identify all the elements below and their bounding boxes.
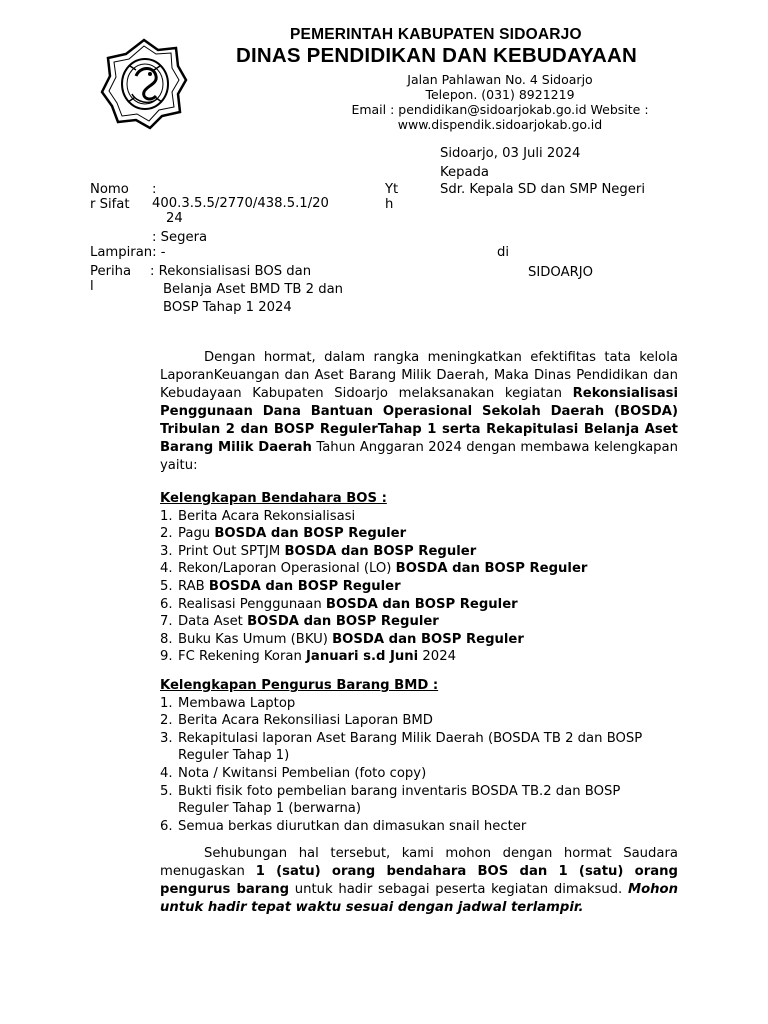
recipient-city: SIDOARJO	[528, 265, 594, 280]
list-text-plain: Print Out SPTJM	[178, 543, 285, 559]
perihal-line-1: : Rekonsialisasi BOS dan	[150, 264, 312, 279]
lampiran: Lampiran: -	[90, 245, 166, 260]
opening-paragraph	[160, 349, 678, 475]
bos-item	[160, 631, 720, 649]
closing-text-mid: untuk hadir sebagai peserta kegiatan dimaksud.	[289, 882, 628, 897]
bos-requirements	[160, 490, 720, 666]
list-text-bold: BOSDA dan BOSP Reguler	[284, 543, 477, 559]
list-number: 4.	[160, 561, 173, 577]
list-text	[178, 783, 650, 818]
list-text-plain: Buku Kas Umum (BKU)	[178, 631, 333, 647]
bmd-requirements	[160, 677, 720, 835]
list-text-plain: RAB	[178, 578, 209, 594]
perihal-line-3: BOSP Tahap 1 2024	[163, 300, 292, 315]
bos-item	[160, 508, 720, 526]
bmd-item	[160, 818, 650, 836]
list-text	[178, 560, 720, 578]
list-number: 8.	[160, 631, 173, 647]
bos-item	[160, 648, 720, 666]
list-text-bold: BOSDA dan BOSP Reguler	[325, 596, 518, 612]
assignment-text: 1 (satu) orang bendahara BOS dan 1 (satu) orang pengurus barang	[160, 864, 678, 897]
list-text-plain: Realisasi Penggunaan	[178, 596, 326, 612]
bmd-item	[160, 695, 650, 713]
letterhead-email: Email : pendidikan@sidoarjokab.go.id Website :	[351, 102, 649, 117]
list-text	[178, 712, 650, 730]
list-text-plain: Rekapitulasi laporan Aset Barang Milik Daerah (BOSDA TB 2 dan BOSP Reguler Tahap 1)	[178, 730, 643, 764]
list-text	[178, 695, 650, 713]
bos-heading: Kelengkapan Bendahara BOS :	[160, 491, 387, 506]
yth-label-2: h	[385, 197, 394, 212]
list-text	[178, 818, 650, 836]
list-number: 2.	[160, 526, 173, 542]
opening-text: Dengan hormat, dalam rangka meningkatkan efektifitas tata kelola LaporanKeuangan dan Aset Barang Milik Daerah, Maka Dinas Pendidikan dan Kebudayaan Kabupaten Sidoarjo melaksanakan kegiatan	[160, 350, 678, 401]
list-text	[178, 543, 720, 561]
list-number: 9.	[160, 649, 173, 665]
bmd-item	[160, 730, 650, 765]
kepada-label: Kepada	[440, 165, 490, 180]
list-text-after: 2024	[418, 649, 456, 665]
list-text-plain: Nota / Kwitansi Pembelian (foto copy)	[178, 765, 427, 781]
bmd-heading: Kelengkapan Pengurus Barang BMD :	[160, 678, 439, 693]
closing-paragraph	[160, 845, 678, 917]
list-text-bold: BOSDA dan BOSP Reguler	[247, 614, 439, 630]
list-number: 1.	[160, 508, 173, 524]
list-number: 6.	[160, 818, 173, 834]
perihal-line-2: Belanja Aset BMD TB 2 dan	[163, 282, 344, 297]
bmd-item	[160, 712, 650, 730]
recipient: Sdr. Kepala SD dan SMP Negeri	[440, 182, 645, 197]
list-text	[178, 613, 720, 631]
nomor-label-1: Nomo	[90, 182, 129, 197]
list-text-bold: BOSDA dan BOSP Reguler	[208, 578, 401, 594]
list-text	[178, 631, 720, 649]
nomor-value-1: 400.3.5.5/2770/438.5.1/20	[152, 196, 329, 211]
list-number: 3.	[160, 543, 173, 559]
di-label: di	[497, 245, 510, 260]
list-text-plain: Semua berkas diurutkan dan dimasukan snail hecter	[178, 818, 527, 834]
list-text	[178, 525, 720, 543]
letterhead-phone: Telepon. (031) 8921219	[425, 87, 575, 102]
list-text	[178, 730, 650, 765]
list-number: 7.	[160, 614, 173, 630]
yth-label-1: Yt	[385, 182, 399, 197]
bos-item	[160, 596, 720, 614]
letterhead-department: DINAS PENDIDIKAN DAN KEBUDAYAAN	[236, 44, 638, 67]
sifat-value: : Segera	[152, 230, 208, 245]
bos-item	[160, 543, 720, 561]
list-number: 5.	[160, 578, 173, 594]
list-number: 1.	[160, 695, 173, 711]
attendance-note: Mohon untuk hadir tepat waktu sesuai dengan jadwal terlampir.	[160, 882, 678, 915]
opening-text-end: Tahun Anggaran 2024 dengan membawa kelengkapan yaitu:	[160, 440, 678, 473]
list-text	[178, 596, 720, 614]
list-text-plain: Berita Acara Rekonsiliasi Laporan BMD	[178, 713, 433, 729]
bmd-item	[160, 765, 650, 783]
place-date: Sidoarjo, 03 Juli 2024	[440, 146, 581, 161]
list-text-plain: Rekon/Laporan Operasional (LO)	[178, 561, 396, 577]
letterhead-address: Jalan Pahlawan No. 4 Sidoarjo	[407, 72, 593, 87]
perihal-label-1: Periha	[90, 264, 132, 279]
list-text-bold: Januari s.d Juni	[306, 649, 419, 665]
nomor-value-2: 24	[166, 211, 183, 226]
list-text	[178, 765, 650, 783]
list-text-bold: BOSDA dan BOSP Reguler	[214, 526, 407, 542]
letterhead-website: www.dispendik.sidoarjokab.go.id	[397, 117, 603, 132]
list-text-bold: BOSDA dan BOSP Reguler	[332, 631, 524, 647]
list-text	[178, 578, 720, 596]
list-number: 2.	[160, 713, 173, 729]
list-text-plain: FC Rekening Koran	[178, 649, 307, 665]
closing-text: Sehubungan hal tersebut, kami mohon dengan hormat Saudara menugaskan	[160, 846, 678, 879]
bos-item	[160, 560, 720, 578]
bmd-item	[160, 783, 650, 818]
list-text-bold: BOSDA dan BOSP Reguler	[395, 561, 588, 577]
nomor-colon: :	[152, 182, 157, 197]
list-number: 5.	[160, 783, 173, 799]
list-number: 6.	[160, 596, 173, 612]
list-text	[178, 508, 720, 526]
list-text-plain: Data Aset	[178, 614, 248, 630]
list-text	[178, 648, 720, 666]
activity-title: Rekonsialisasi Penggunaan Dana Bantuan Operasional Sekolah Daerah (BOSDA) Tribulan 2 dan BOSP RegulerTahap 1 serta Rekapitulasi Belanja Aset Barang Milik Daerah	[160, 386, 678, 455]
list-number: 3.	[160, 730, 173, 746]
list-text-plain: Bukti fisik foto pembelian barang inventaris BOSDA TB.2 dan BOSP Reguler Tahap 1 (berwarna)	[178, 783, 621, 817]
list-number: 4.	[160, 765, 173, 781]
perihal-label-2: l	[90, 279, 94, 294]
regency-emblem-logo	[100, 36, 188, 132]
list-text-plain: Pagu	[178, 526, 215, 542]
nomor-label-2: r Sifat	[90, 197, 130, 212]
list-text-plain: Membawa Laptop	[178, 695, 296, 711]
bos-item	[160, 613, 720, 631]
list-text-plain: Berita Acara Rekonsialisasi	[178, 508, 356, 524]
bos-item	[160, 578, 720, 596]
bos-item	[160, 525, 720, 543]
